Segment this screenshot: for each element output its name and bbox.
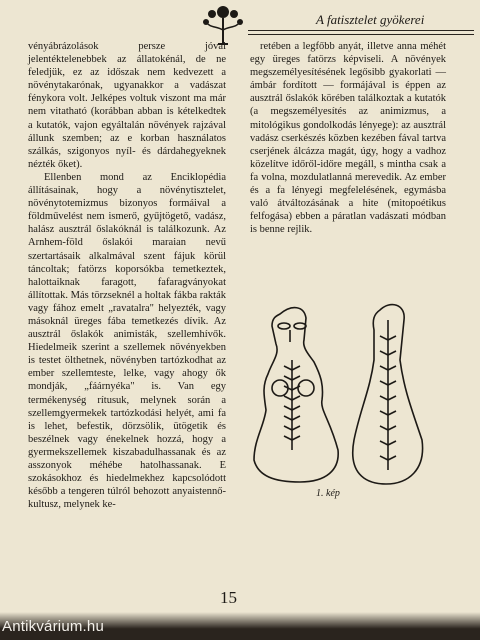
watermark: Antikvárium.hu: [2, 618, 105, 635]
figurine-front-view: [254, 308, 338, 482]
figurine-illustration: [240, 300, 440, 490]
header-rule: [248, 30, 474, 31]
left-text-column: [28, 40, 226, 511]
figure-caption: 1. kép: [316, 488, 340, 499]
page-number: 15: [220, 588, 237, 607]
paragraph: Ellenben mond az Enciklopédia állításainak, hogy a növénytisztelet, növénytotemizmus bizonyos formáival a földművelést nem ismerő, gyűjtögető, vadász, halász ausztrál őslakóknál is találkozunk. Az Arnhem-föld őslakói maraian nevű szertartásaik alkalmával szent fájuk körül táncoltak; fatörzs koporsókba temetkeztek, halottaiknak faragott, fafaragványokat állítottak. Más törzseknél a holtak fákba rakták vagy fához emelt „ravatalra" helyezték, vagy másoknál üreges fába temetkezés dívik. Az ausztrál őslakók animisták, szellemhívők. Hiedelmeik szerint a szellemek növényekben is testet ölthetnek, növényben tartózkodhat az ember szellemteste, lelke, vagy ahogy ők mondják, „fáárnyéka" is. Van egy termékenység rítusuk, melynek során a szellemgyermekek tartózkodási helyét, ami fa is lehet, befestik, dörzsölik, ütögetik és beszélnek vagy énekelnek hozzá, hogy a gyermekszellemek kiszabadulhassanak és az asszonyok méhébe hatolhassanak. E szokásokhoz és hiedelmekhez kapcsolódott később a tengeren túlról behozott anyaistennő-kultusz, melynek ke-: [28, 171, 226, 511]
paragraph: retében a legfőbb anyát, illetve anna méhét egy üreges fatörzs képviseli. A növények megszemélyesítésének legősibb gyakorlati — ámbár fordított — formájával is éppen az ausztrál őslakók körében találkoztak a kutatók (a megszemélyesítés az animizmus, a mitológikus gondolkodás lényege): az ausztrál vadász cserkészés közben kezében fával tartva cserjének álcázza magát, úgy, hogy a vadhoz közelítve időről-időre megáll, s mintha csak a fa volna, mozdulatlanná merevedik. Az ember és a fa lényegi megfelelésének, egymásba való átváltozásának a hite (mitopoétikus felfogása) ebben a páratlan vadászati módban is benne rejlik.: [250, 41, 446, 236]
figurine-back-view: [353, 305, 423, 484]
right-text-column: [250, 40, 446, 236]
running-header-title: A fatisztelet gyökerei: [316, 12, 425, 27]
header-rule-secondary: [248, 34, 474, 35]
paragraph: vényábrázolások persze jóval jelentéktelenebbek az állatokénál, de ne feledjük, ez az időszak nem kedvezett a növénytakarónak, ugyanakkor a vadászat fénykora volt. Jelképes voltuk viszont ma már nem vitatható (korábban abban is kételkedtek a kutatók, vajon egyáltalán növények rajzával állunk szemben; az e korban használatos szálkás, szigonyos nyíl- és dárdahegyeknek nézték őket).: [28, 41, 226, 170]
